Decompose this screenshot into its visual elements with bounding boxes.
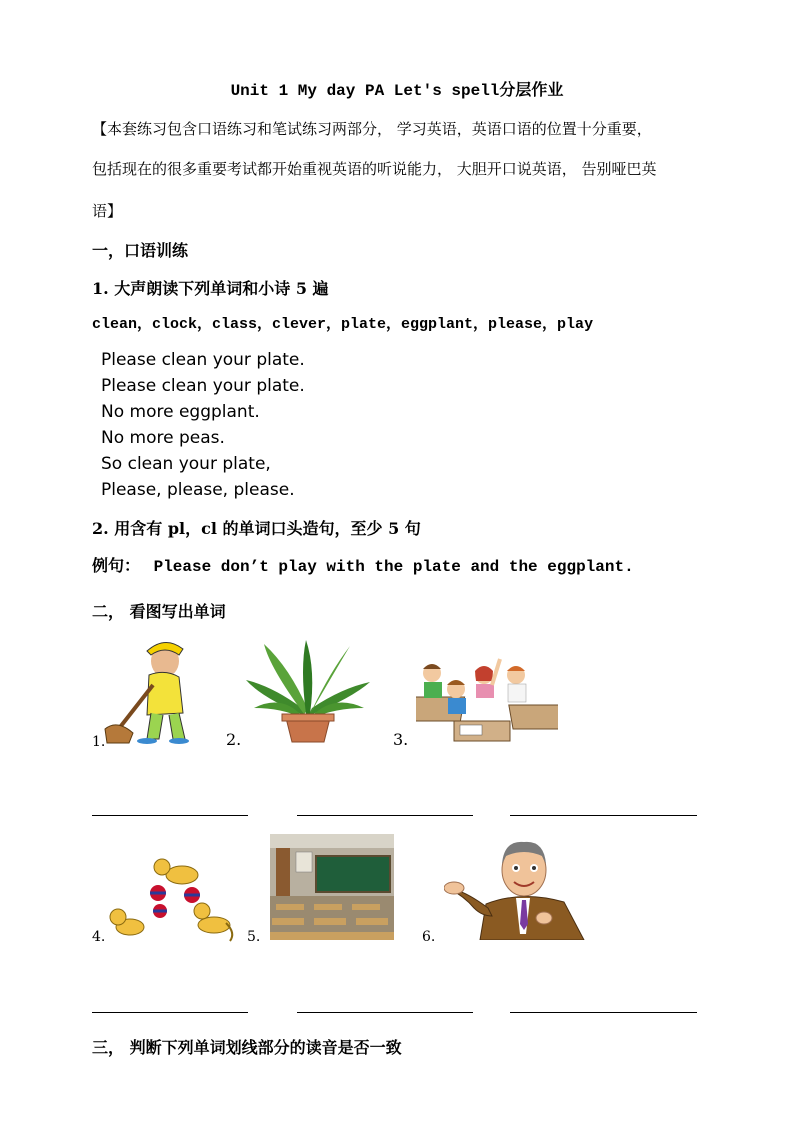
poem-line: Please, please, please. bbox=[101, 480, 295, 500]
presenter-picture bbox=[444, 834, 592, 940]
answer-line-1[interactable] bbox=[92, 815, 248, 816]
poem-line: Please clean your plate. bbox=[101, 350, 305, 370]
poem-line: No more eggplant. bbox=[101, 402, 260, 422]
classroom-picture bbox=[270, 834, 394, 940]
task2-instruction: 2. 用含有 pl，cl 的单词口头造句，至少 5 句 bbox=[92, 519, 421, 538]
answer-line-5[interactable] bbox=[297, 1012, 473, 1013]
section1-heading: 一，口语训练 bbox=[92, 241, 189, 260]
picture-number: 3. bbox=[393, 730, 409, 749]
picture-number: 6. bbox=[422, 929, 436, 945]
example-label: 例句： bbox=[92, 556, 141, 575]
poem-line: No more peas. bbox=[101, 428, 225, 448]
task1-instruction: 1. 大声朗读下列单词和小诗 5 遍 bbox=[92, 279, 329, 298]
intro-line-2: 包括现在的很多重要考试都开始重视英语的听说能力， 大胆开口说英语， 告别哑巴英 bbox=[92, 160, 657, 178]
poem bbox=[101, 347, 305, 503]
poem-line: Please clean your plate. bbox=[101, 376, 305, 396]
example-sentence bbox=[92, 553, 634, 576]
intro-line-1: 【本套练习包含口语练习和笔试练习两部分， 学习英语，英语口语的位置十分重要， bbox=[92, 120, 652, 138]
page-title: Unit 1 My day PA Let′s spell分层作业 bbox=[230, 82, 564, 100]
intro-line-3: 语】 bbox=[92, 202, 123, 220]
picture-number: 4. bbox=[92, 929, 106, 945]
section3-heading: 三， 判断下列单词划线部分的读音是否一致 bbox=[92, 1038, 402, 1057]
example-text: Please don’t play with the plate and the eggplant. bbox=[153, 558, 634, 576]
picture-number: 1. bbox=[92, 734, 106, 750]
word-list: clean，clock，class，clever，plate，eggplant，please，play bbox=[92, 316, 594, 333]
picture-number: 5. bbox=[247, 929, 261, 945]
picture-number: 2. bbox=[226, 730, 242, 749]
section2-heading: 二， 看图写出单词 bbox=[92, 602, 226, 621]
potted-plant-picture bbox=[242, 638, 374, 746]
cats-picture bbox=[106, 853, 238, 943]
answer-line-6[interactable] bbox=[510, 1012, 697, 1013]
poem-line: So clean your plate, bbox=[101, 454, 271, 474]
answer-line-2[interactable] bbox=[297, 815, 473, 816]
answer-line-4[interactable] bbox=[92, 1012, 248, 1013]
students-picture bbox=[416, 655, 558, 745]
answer-line-3[interactable] bbox=[510, 815, 697, 816]
sweeping-man-picture bbox=[103, 633, 193, 745]
